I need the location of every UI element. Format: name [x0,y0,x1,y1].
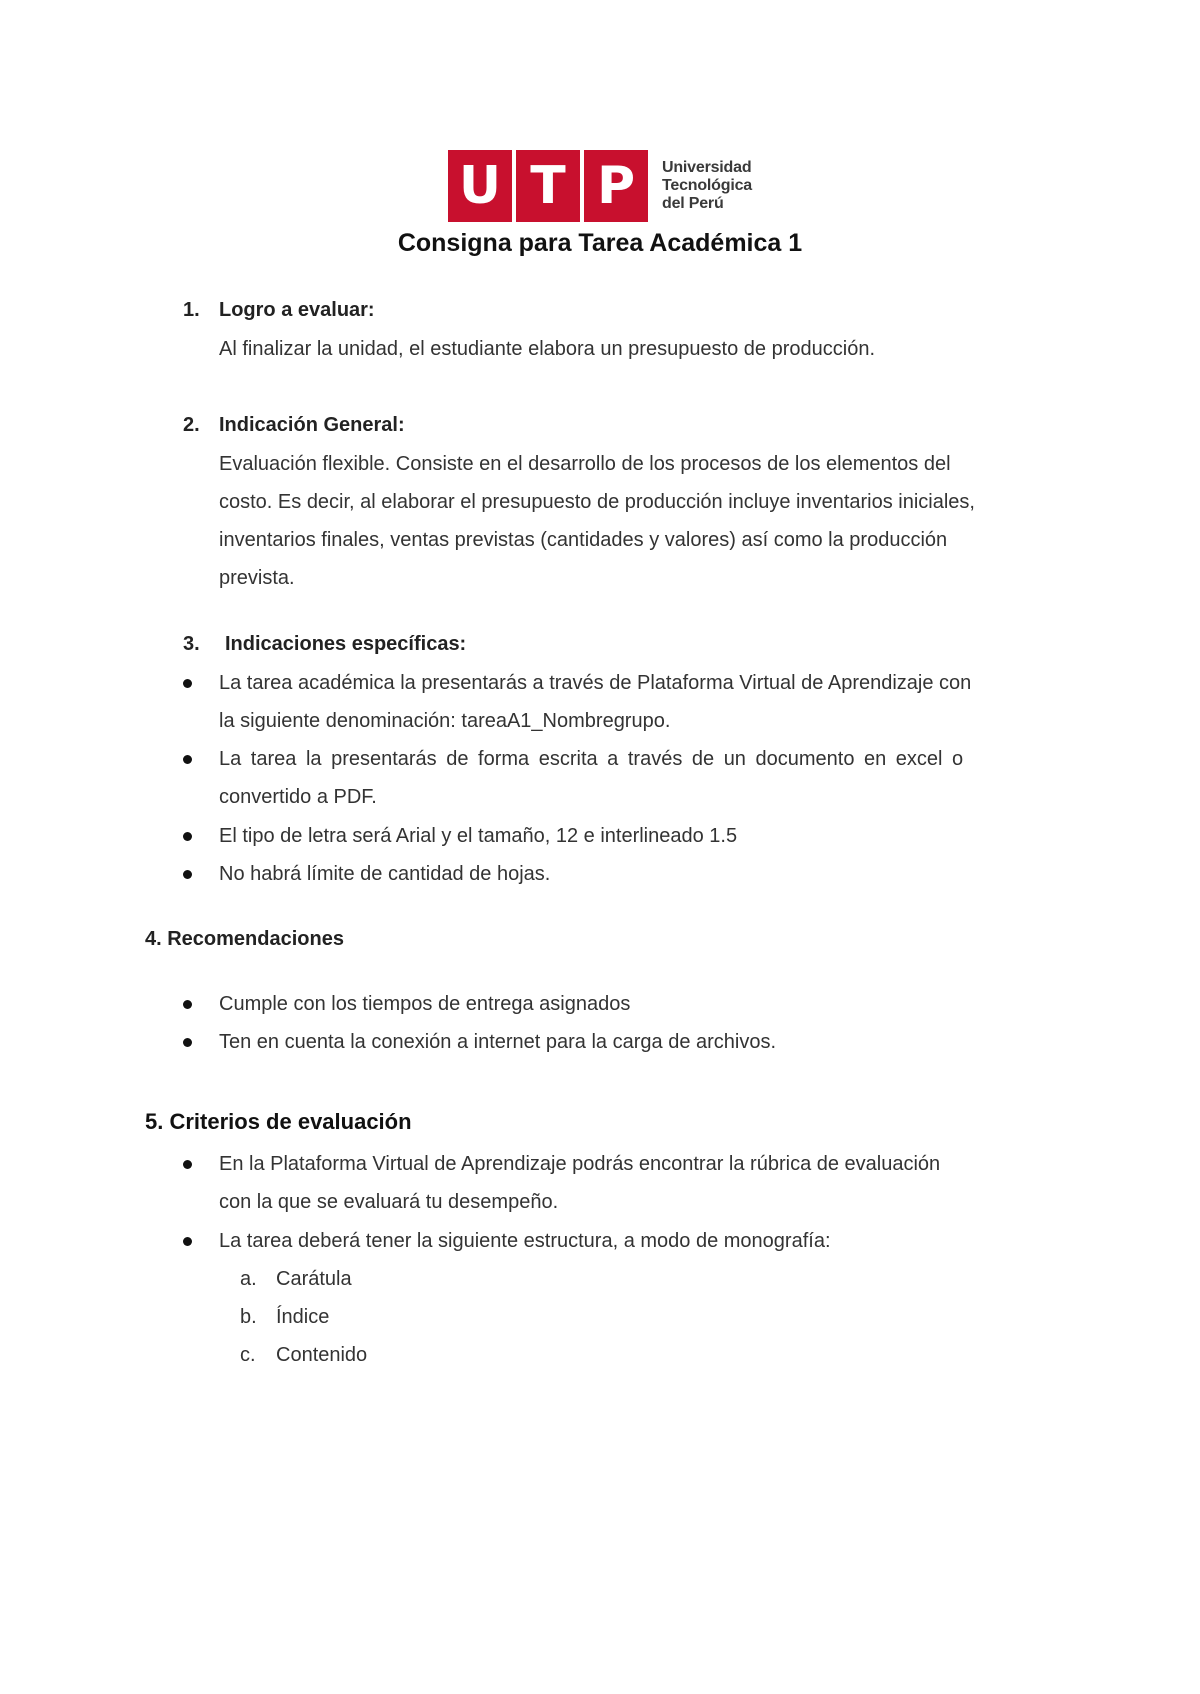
sub-item-text: Índice [276,1306,330,1328]
logo-letter-t: T [516,150,580,222]
section1-number: 1. [183,299,200,321]
section4-bullet: Cumple con los tiempos de entrega asignados [219,993,631,1015]
sub-item-marker: a. [240,1268,257,1290]
section1-heading: Logro a evaluar: [219,299,375,321]
section3-bullet-line: La tarea académica la presentarás a través de Plataforma Virtual de Aprendizaje con [219,672,972,694]
section5-heading: 5. Criterios de evaluación [145,1109,412,1134]
sub-item-text: Carátula [276,1268,352,1290]
bullet-icon [183,1237,192,1246]
bullet-icon [183,832,192,841]
section2-heading: Indicación General: [219,414,405,436]
section2-body-line: inventarios finales, ventas previstas (cantidades y valores) así como la producción [219,529,948,551]
logo-text-line: Tecnológica [662,177,752,194]
bullet-icon [183,1038,192,1047]
section4-heading: 4. Recomendaciones [145,928,344,950]
utp-logo [448,150,752,222]
logo-text-line: Universidad [662,159,752,176]
logo-text-line: del Perú [662,195,724,212]
bullet-icon [183,1160,192,1169]
section3-bullet-line: No habrá límite de cantidad de hojas. [219,863,551,885]
bullet-icon [183,870,192,879]
bullet-icon [183,679,192,688]
section3-bullet-line: la siguiente denominación: tareaA1_Nombregrupo. [219,710,671,732]
section2-body-line: prevista. [219,567,295,589]
section3-bullet-line: convertido a PDF. [219,786,377,808]
sub-item-text: Contenido [276,1344,368,1366]
section4-bullet: Ten en cuenta la conexión a internet para la carga de archivos. [219,1031,777,1053]
section3-number: 3. [183,633,200,655]
sub-item-marker: b. [240,1306,257,1328]
section3-heading: Indicaciones específicas: [225,633,467,655]
sub-item-marker: c. [240,1344,256,1366]
section2-body-line: Evaluación flexible. Consiste en el desarrollo de los procesos de los elementos del [219,453,951,475]
logo-letter-u: U [448,150,512,222]
bullet-icon [183,1000,192,1009]
section1-body: Al finalizar la unidad, el estudiante elabora un presupuesto de producción. [219,338,875,360]
section3-bullet-line: El tipo de letra será Arial y el tamaño, 12 e interlineado 1.5 [219,825,738,847]
logo-wordmark [662,159,752,213]
bullet-icon [183,755,192,764]
document-title: Consigna para Tarea Académica 1 [397,229,803,257]
logo-letter-p: P [584,150,648,222]
section5-bullet-line: En la Plataforma Virtual de Aprendizaje podrás encontrar la rúbrica de evaluación [219,1153,941,1175]
section2-number: 2. [183,414,200,436]
section5-bullet-line: con la que se evaluará tu desempeño. [219,1191,559,1213]
section5-bullet-line: La tarea deberá tener la siguiente estructura, a modo de monografía: [219,1230,831,1252]
section2-body-line: costo. Es decir, al elaborar el presupuesto de producción incluye inventarios iniciales, [219,491,975,513]
section3-bullet-line: La tarea la presentarás de forma escrita a través de un documento en excel o [219,748,964,770]
